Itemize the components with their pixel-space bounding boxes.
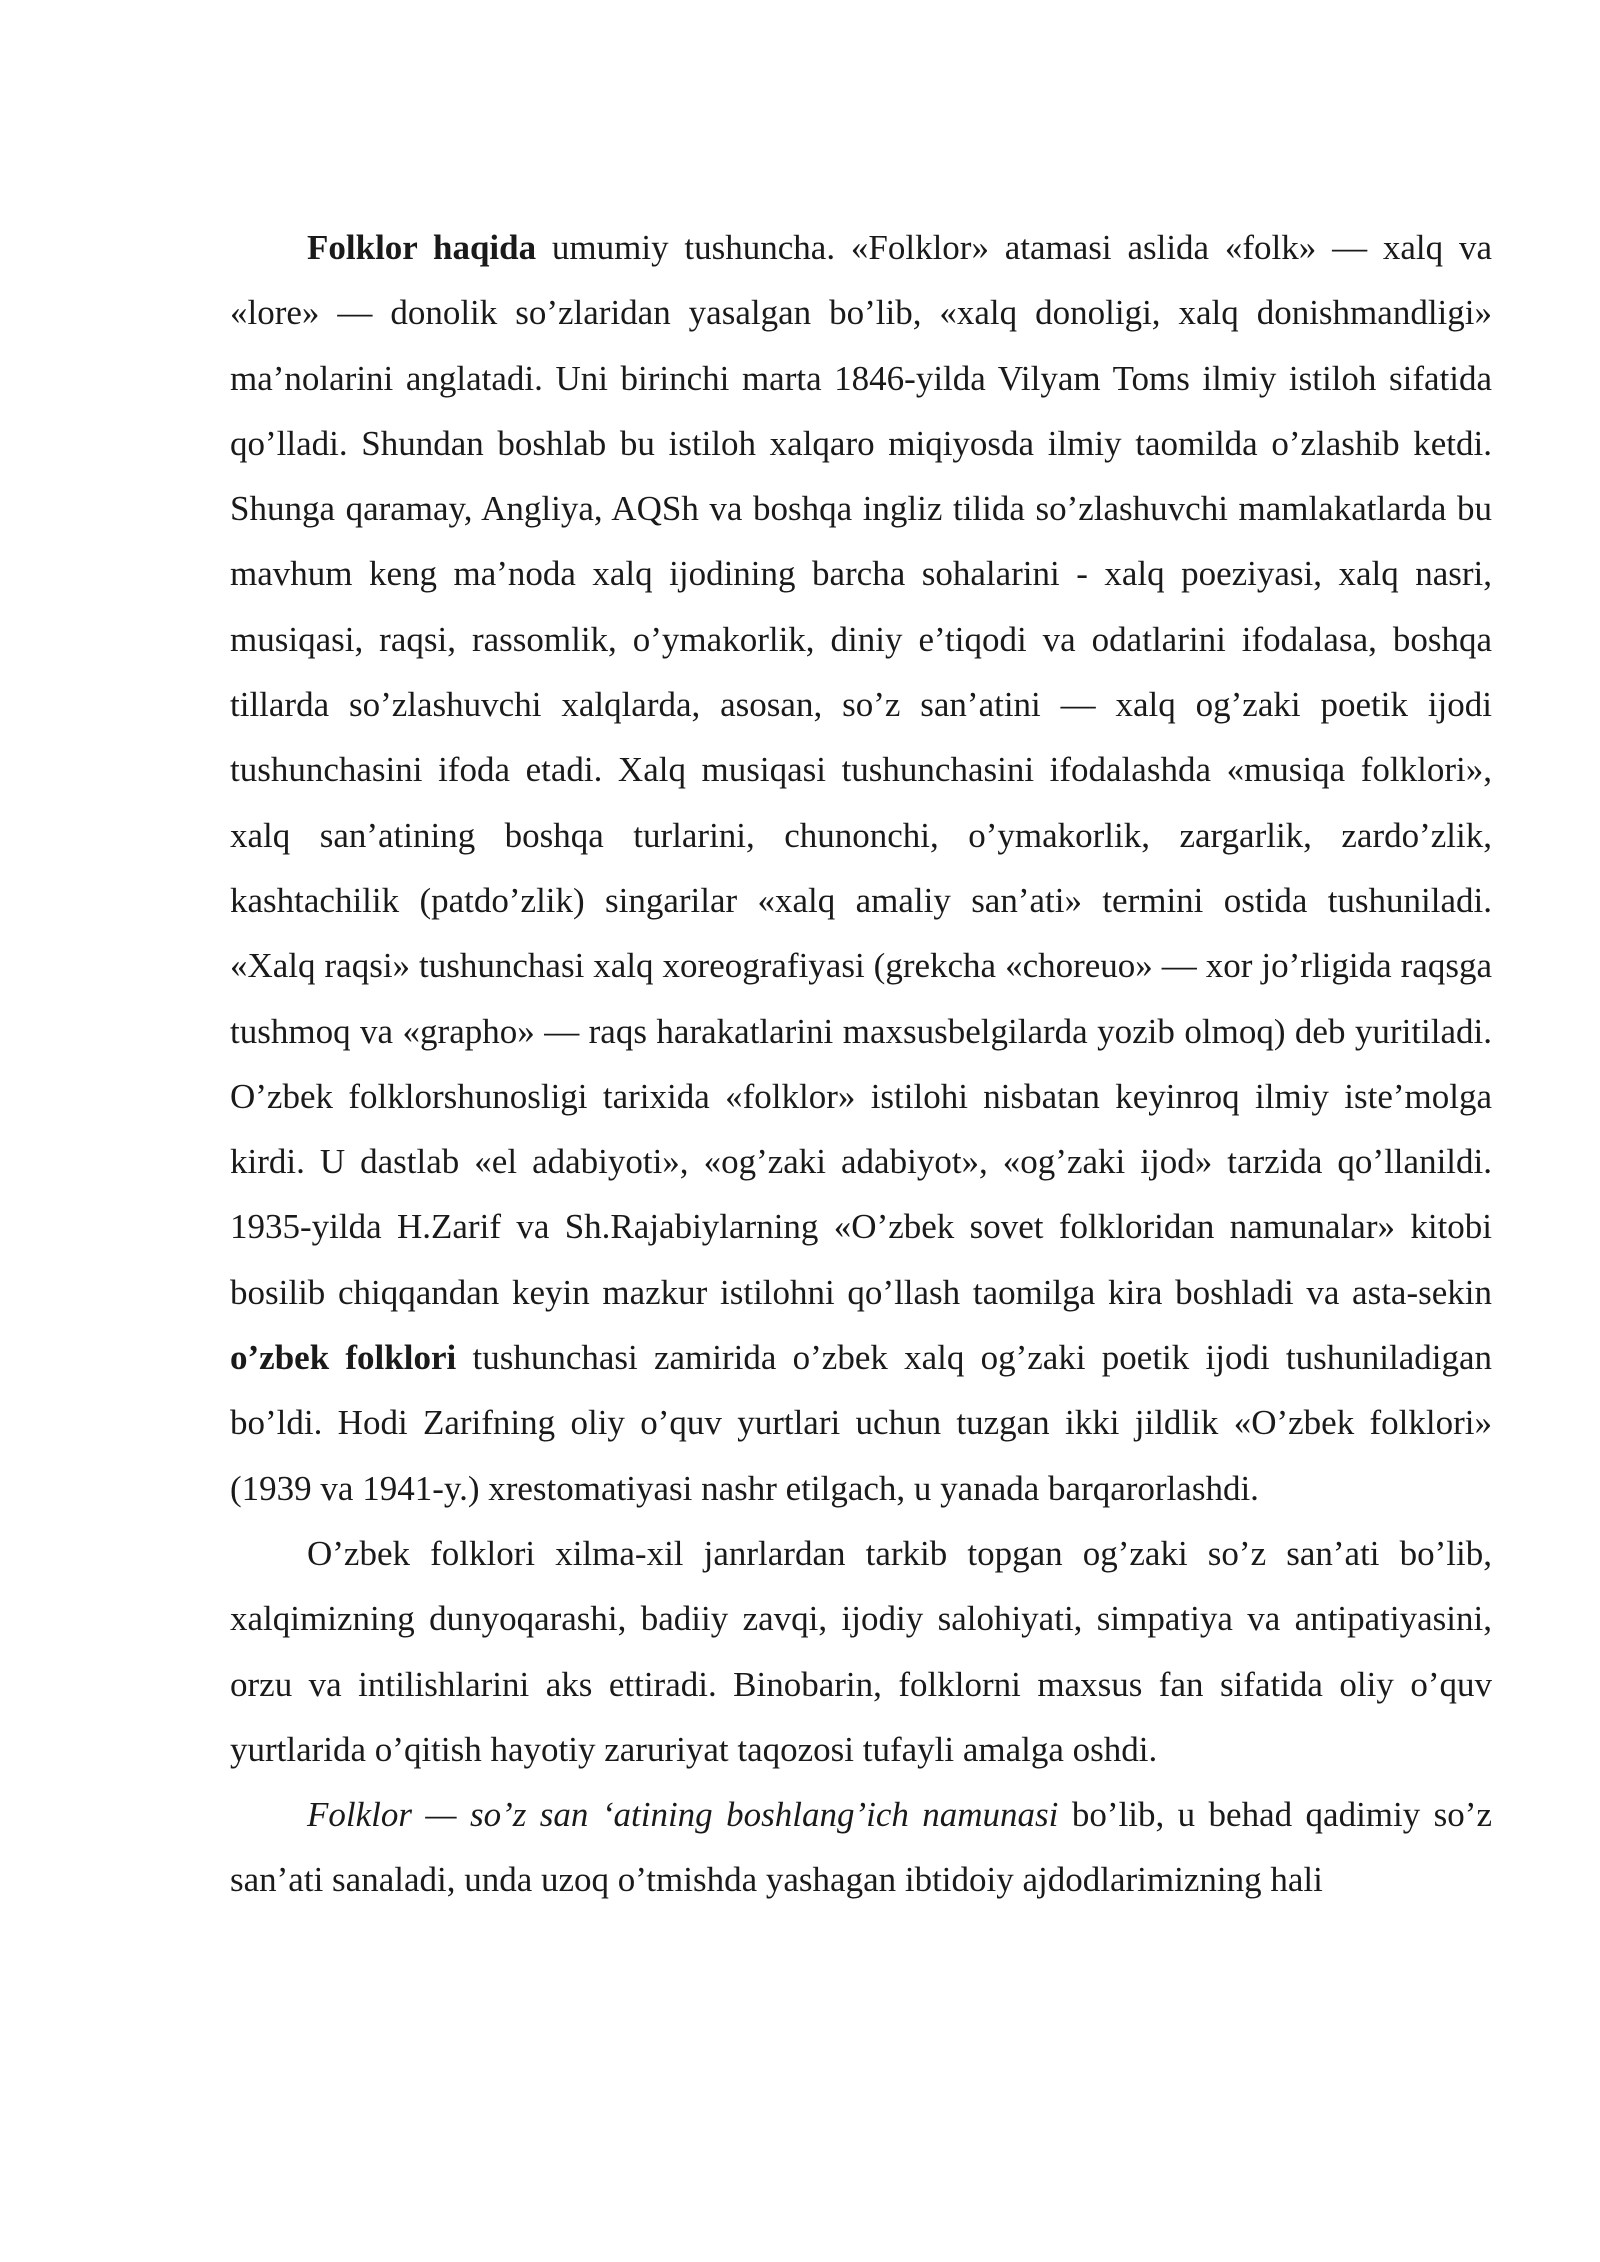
paragraph-folklor-haqida [230,215,1492,1521]
paragraph-folklor-definition [230,1782,1492,1913]
document-body [230,215,1492,1913]
bold-term-ozbek-folklori: o’zbek folklori [230,1338,457,1378]
paragraph-text: tushunchasi zamirida o’zbek xalq og’zaki poetik ijodi tushuniladigan bo’ldi. Hodi Zarifning oliy o’quv yurtlari uchun tuzgan ikki jildlik «O’zbek folklori» (1939 va 1941-y.) xrestomatiyasi nashr etilgach, u yanada barqarorlashdi. [230,1338,1493,1508]
paragraph-text: O’zbek folklori xilma-xil janrlardan tarkib topgan og’zaki so’z san’ati bo’lib, xalqimizning dunyoqarashi, badiiy zavqi, ijodiy salohiyati, simpatiya va antipatiyasini, orzu va intilishlarini aks ettiradi. Binobarin, folklorni maxsus fan sifatida oliy o’quv yurtlarida o’qitish hayotiy zaruriyat taqozosi tufayli amalga oshdi. [230,1533,1492,1769]
paragraph-ozbek-folklori [230,1521,1492,1782]
paragraph-text: umumiy tushuncha. «Folklor» atamasi aslida «folk» — xalq va «lore» — donolik so’zlaridan yasalgan bo’lib, «xalq donoligi, xalq donishmandligi» ma’nolarini anglatadi. Uni birinchi marta 1846-yilda Vilyam Toms ilmiy istiloh sifatida qo’lladi. Shundan boshlab bu istiloh xalqaro miqiyosda ilmiy taomilda o’zlashib ketdi. Shunga qaramay, Angliya, AQSh va boshqa ingliz tilida so’zlashuvchi mamlakatlarda bu mavhum keng ma’noda xalq ijodining barcha sohalarini - xalq poeziyasi, xalq nasri, musiqasi, raqsi, rassomlik, o’ymakorlik, diniy e’tiqodi va odatlarini ifodalasa, boshqa tillarda so’zlashuvchi xalqlarda, asosan, so’z san’atini — xalq og’zaki poetik ijodi tushunchasini ifoda etadi. Xalq musiqasi tushunchasini ifodalashda «musiqa folklori», xalq san’atining boshqa turlarini, chunonchi, o’ymakorlik, zargarlik, zardo’zlik, kashtachilik (patdo’zlik) singarilar «xalq amaliy san’ati» termini ostida tushuniladi. «Xalq raqsi» tushunchasi xalq xoreografiyasi (grekcha «choreuo» — xor jo’rligida raqsga tushmoq va «grapho» — raqs harakatlarini maxsusbelgilarda yozib olmoq) deb yuritiladi. O’zbek folklorshunosligi tarixida «folklor» istilohi nisbatan keyinroq ilmiy iste’molga kirdi. U dastlab «el adabiyoti», «og’zaki adabiyot», «og’zaki ijod» tarzida qo’llanildi. 1935-yilda H.Zarif va Sh.Rajabiylarning «O’zbek sovet folkloridan namunalar» kitobi bosilib chiqqandan keyin mazkur istilohni qo’llash taomilga kira boshladi va asta-sekin [230,228,1492,1312]
paragraph-text: bo’lib, u behad qadimiy so’z san’ati sanaladi, unda uzoq o’tmishda yashagan ibtidoiy ajdodlarimizning hali [230,1795,1492,1900]
italic-term-folklor: Folklor — so’z san ‘atining boshlang’ich namunasi [307,1795,1059,1835]
bold-term-folklor-haqida: Folklor haqida [307,228,537,267]
